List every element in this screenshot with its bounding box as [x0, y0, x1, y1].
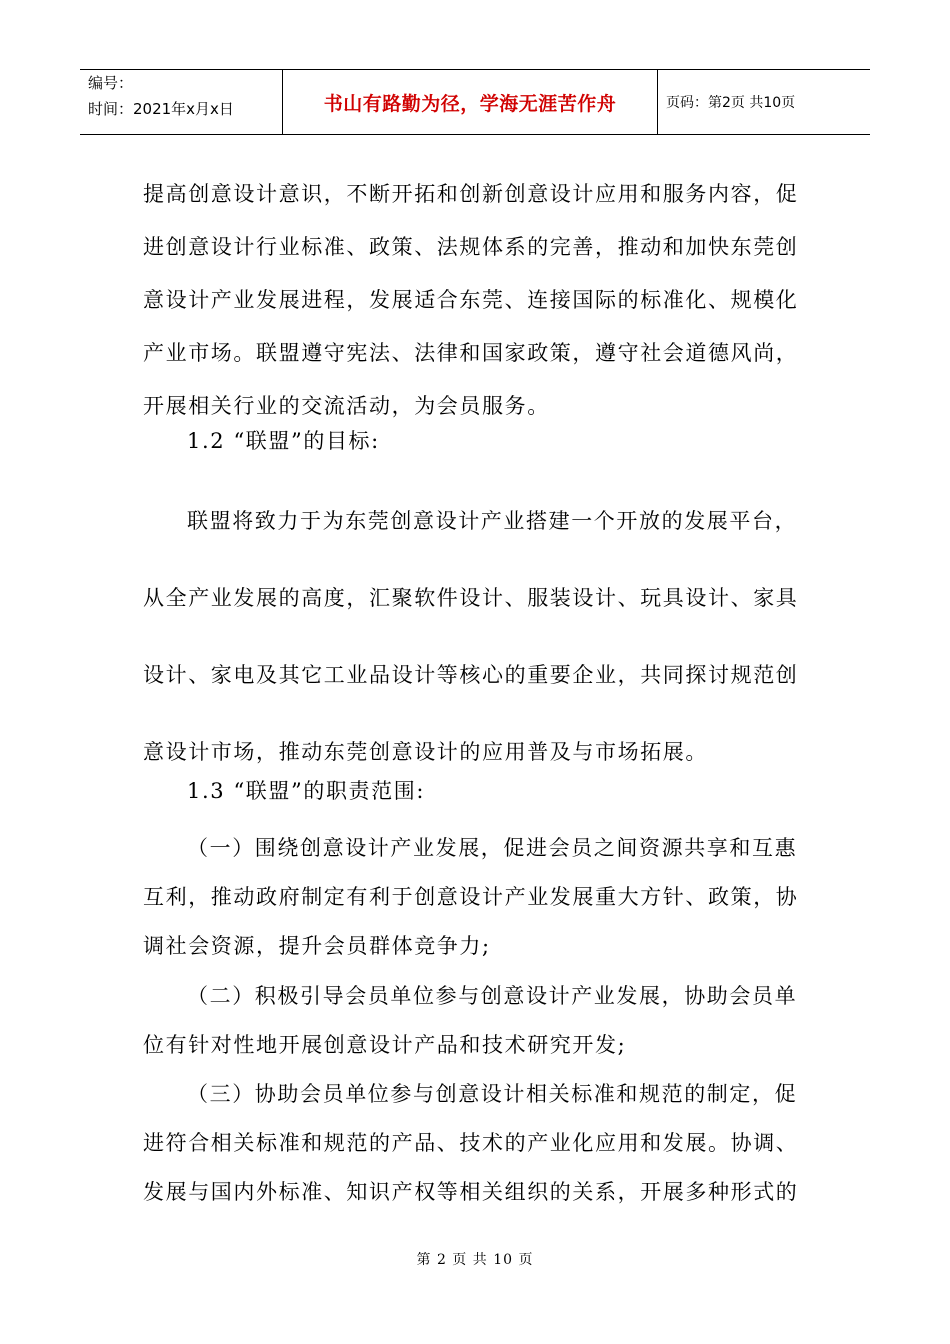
list-item-responsibility-2: （二）积极引导会员单位参与创意设计产业发展，协助会员单位有针对性地开展创意设计产品和技术研究开发;	[143, 984, 798, 1057]
paragraph-intro: 提高创意设计意识，不断开拓和创新创意设计应用和服务内容，促进创意设计行业标准、政策、法规体系的完善，推动和加快东莞创意设计产业发展进程，发展适合东莞、连接国际的标准化、规模化产业市场。联盟遵守宪法、法律和国家政策，遵守社会道德风尚，开展相关行业的交流活动，为会员服务。	[143, 182, 799, 418]
section-heading-1-2: 1.2 “联盟”的目标:	[187, 429, 380, 453]
document-date: 时间：2021年x月x日	[88, 100, 234, 118]
page-footer: 第 2 页 共 10 页	[416, 1252, 534, 1268]
list-item-responsibility-1: （一）围绕创意设计产业发展，促进会员之间资源共享和互惠互利，推动政府制定有利于创意设计产业发展重大方针、政策，协调社会资源，提升会员群体竞争力;	[143, 836, 799, 958]
list-item-responsibility-3: （三）协助会员单位参与创意设计相关标准和规范的制定，促进符合相关标准和规范的产品、技术的产业化应用和发展。协调、发展与国内外标准、知识产权等相关组织的关系，开展多种形式的	[143, 1082, 799, 1204]
document-header	[80, 69, 870, 135]
section-heading-1-3: 1.3 “联盟”的职责范围:	[187, 779, 426, 803]
header-motto: 书山有路勤为径，学海无涯苦作舟	[282, 70, 658, 134]
header-meta	[80, 70, 282, 134]
document-code-label: 编号：	[88, 74, 134, 92]
paragraph-goal: 联盟将致力于为东莞创意设计产业搭建一个开放的发展平台，从全产业发展的高度，汇聚软件设计、服装设计、玩具设计、家具设计、家电及其它工业品设计等核心的重要企业，共同探讨规范创意设计市场，推动东莞创意设计的应用普及与市场拓展。	[143, 509, 799, 764]
header-page-info: 页码：第2页 共10页	[666, 95, 796, 111]
